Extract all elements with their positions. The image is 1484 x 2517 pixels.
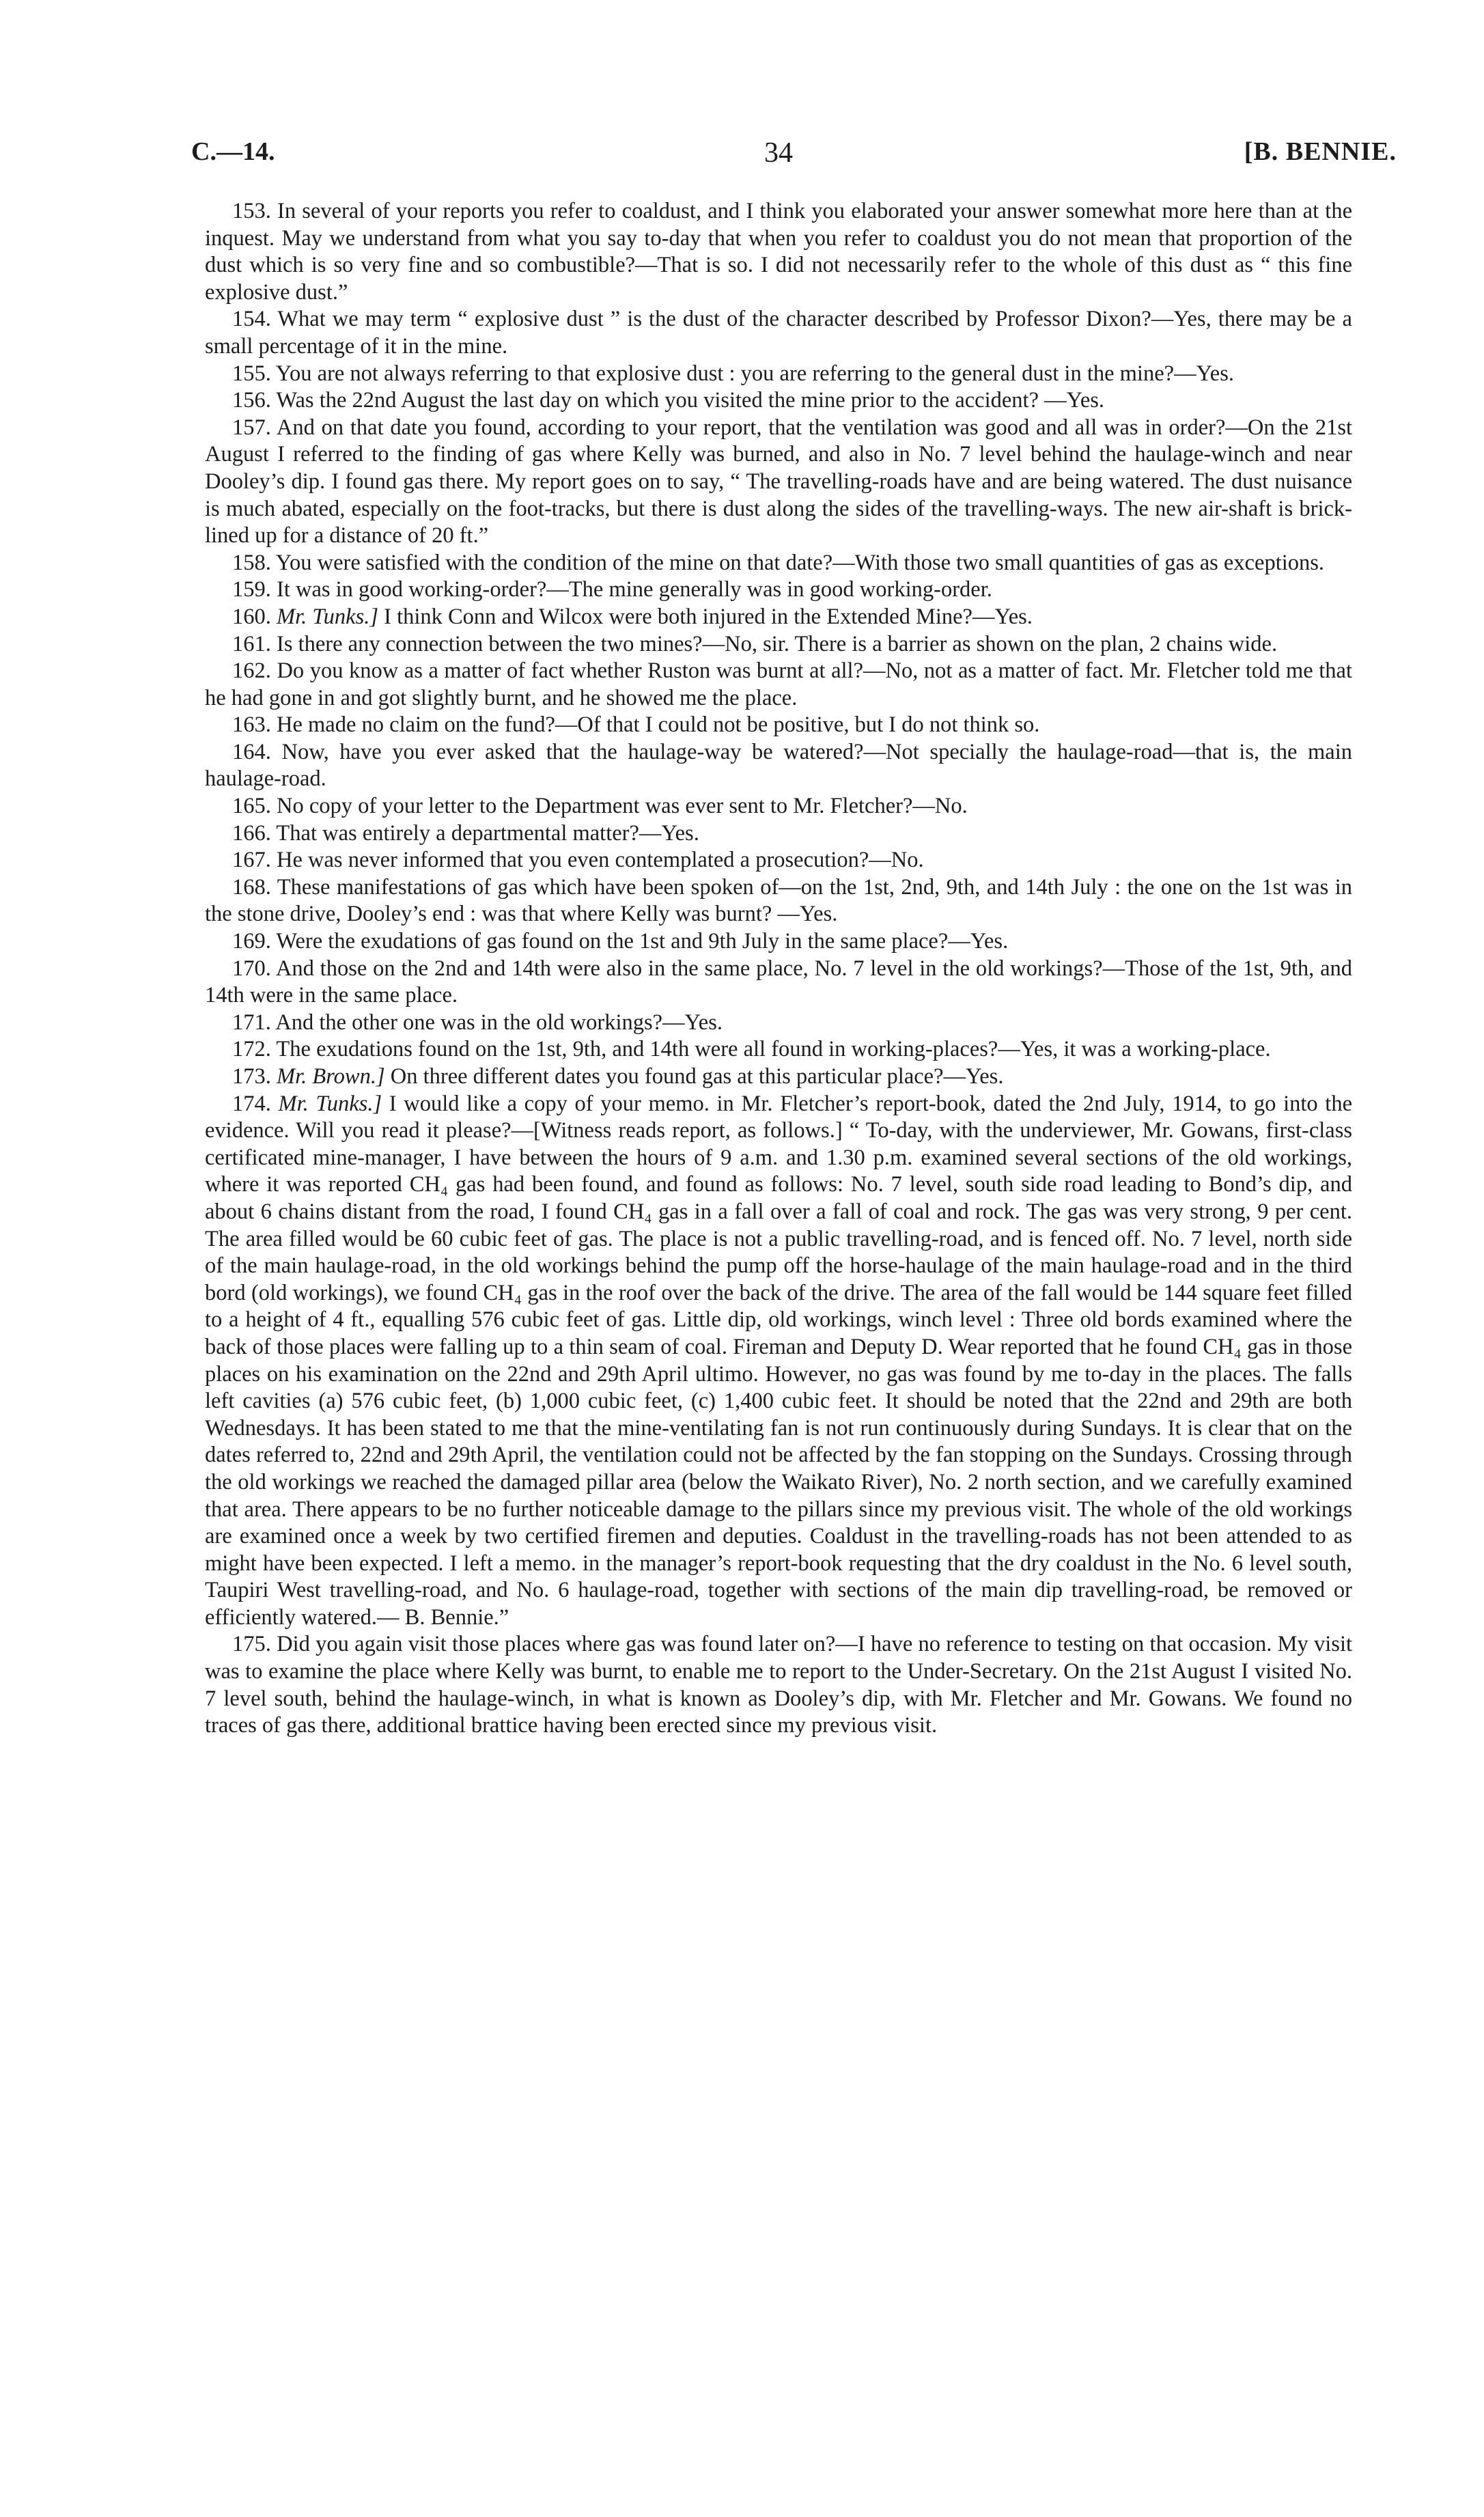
question-paragraph [205, 739, 1352, 793]
question-paragraph [205, 820, 1352, 848]
question-paragraph [205, 1010, 1352, 1037]
question-text: And the other one was in the old workings?—Yes. [275, 1010, 723, 1035]
question-paragraph [205, 604, 1352, 631]
question-number: 156. [232, 388, 271, 413]
question-number: 158. [232, 550, 271, 575]
question-number: 168. [232, 874, 271, 900]
question-number: 173. [232, 1064, 271, 1089]
question-number: 157. [232, 415, 271, 440]
question-text: Do you know as a matter of fact whether Ruston was burnt at all?—No, not as a matter of fact. Mr. Fletcher told me that he had gone in and got slightly burnt, and he showed me the place. [205, 658, 1352, 710]
question-text: Now, have you ever asked that the haulage-way be watered?—Not specially the haulage-road—that is, the main haulage-road. [205, 739, 1353, 792]
question-text: He made no claim on the fund?—Of that I could not be positive, but I do not think so. [277, 712, 1040, 738]
speaker-prefix: Mr. Tunks.] [278, 1091, 382, 1116]
question-text: What we may term “ explosive dust ” is the dust of the character described by Professor Dixon?—Yes, there may be a small percentage of it in the mine. [205, 307, 1352, 359]
question-text: No copy of your letter to the Department was ever sent to Mr. Fletcher?—No. [277, 794, 968, 819]
question-paragraph [205, 198, 1352, 306]
question-number: 169. [232, 929, 271, 954]
question-text: He was never informed that you even contemplated a prosecution?—No. [277, 848, 924, 873]
question-number: 164. [232, 739, 271, 764]
question-paragraph [205, 1631, 1352, 1739]
question-paragraph [205, 658, 1352, 712]
question-text: Were the exudations of gas found on the 1st and 9th July in the same place?—Yes. [276, 929, 1009, 954]
question-number: 171. [232, 1010, 271, 1035]
witness-name: [B. BENNIE. [1244, 137, 1397, 166]
question-paragraph [205, 712, 1352, 739]
question-paragraph [205, 1036, 1352, 1063]
question-number: 162. [232, 658, 271, 684]
question-number: 159. [232, 577, 271, 602]
page-header [191, 137, 1397, 178]
question-text: Was the 22nd August the last day on which you visited the mine prior to the accident? —Yes. [276, 388, 1105, 413]
question-paragraph [205, 306, 1352, 360]
question-text: I think Conn and Wilcox were both injured in the Extended Mine?—Yes. [384, 604, 1033, 629]
question-paragraph [205, 1063, 1352, 1091]
question-number: 163. [232, 712, 271, 738]
question-paragraph [205, 576, 1352, 604]
question-number: 172. [232, 1037, 271, 1062]
question-text: You were satisfied with the condition of the mine on that date?—With those two small quantities of gas as exceptions. [275, 550, 1325, 575]
document-body [205, 198, 1352, 1740]
question-paragraph [205, 550, 1352, 577]
question-text: These manifestations of gas which have been spoken of—on the 1st, 2nd, 9th, and 14th July : the one on the 1st was in the stone drive, Dooley’s end : was that where Kelly was burnt? —Yes. [205, 874, 1353, 927]
question-text: On three different dates you found gas at this particular place?—Yes. [390, 1064, 1004, 1089]
speaker-prefix: Mr. Tunks.] [277, 604, 378, 629]
question-number: 167. [232, 848, 271, 873]
question-paragraph [205, 956, 1352, 1010]
page-number: 34 [764, 137, 793, 169]
question-number: 160. [232, 604, 271, 629]
speaker-prefix: Mr. Brown.] [277, 1064, 385, 1089]
question-number: 170. [232, 956, 271, 981]
question-number: 154. [232, 307, 271, 332]
question-number: 153. [232, 199, 271, 223]
question-number: 166. [232, 820, 271, 846]
question-paragraph [205, 631, 1352, 658]
question-paragraph [205, 793, 1352, 820]
question-number: 175. [232, 1632, 271, 1657]
question-paragraph [205, 847, 1352, 874]
question-number: 161. [232, 631, 271, 656]
document-code: C.—14. [191, 137, 275, 166]
question-text: And on that date you found, according to your report, that the ventilation was good and all was in order?—On the 21st August I referred to the finding of gas where Kelly was burned, and also in No. 7 level behind the haulage-winch and near Dooley’s dip. I found gas there. My report goes on to say, “ The travelling-roads have and are being watered. The dust nuisance is much abated, especially on the foot-tracks, but there is dust along the sides of the travelling-ways. The new air-shaft is brick-lined up for a distance of 20 ft.” [205, 415, 1352, 548]
question-text: It was in good working-order?—The mine generally was in good working-order. [277, 577, 992, 602]
question-text: That was entirely a departmental matter?—Yes. [276, 820, 699, 846]
question-text: Is there any connection between the two mines?—No, sir. There is a barrier as shown on the plan, 2 chains wide. [277, 631, 1278, 656]
question-text: And those on the 2nd and 14th were also in the same place, No. 7 level in the old workings?—Those of the 1st, 9th, and 14th were in the same place. [205, 956, 1352, 1008]
question-number: 165. [232, 794, 271, 819]
question-paragraph [205, 1091, 1352, 1632]
question-paragraph [205, 387, 1352, 415]
question-text: I would like a copy of your memo. in Mr. Fletcher’s report-book, dated the 2nd July, 1914, to go into the evidence. Will you read it please?—[Witness reads report, as follows.] “ To-day, with the underviewer, Mr. Gowans, first-class certificated mine-manager, I have between the hours of 9 a.m. and 1.30 p.m. examined several sections of the old workings, where it was reported CH₄ gas had been found, and found as follows: No. 7 level, south side road leading to Bond’s dip, and about 6 chains distant from the road, I found CH₄ gas in a fall over a fall of coal and rock. The gas was very strong, 9 per cent. The area filled would be 60 cubic feet of gas. The place is not a public travelling-road, and is fenced off. No. 7 level, north side of the main haulage-road, in the old workings behind the pump off the horse-haulage of the main haulage-road and in the third bord (old workings), we found CH₄ gas in the roof over the back of the drive. The area of the fall would be 144 square feet filled to a height of 4 ft., equalling 576 cubic feet of gas. Little dip, old workings, winch level : Three old bords examined where the back of those places were falling up to a thin seam of coal. Fireman and Deputy D. Wear reported that he found CH₄ gas in those places on his examination on the 22nd and 29th April ultimo. However, no gas was found by me to-day in the places. The falls left cavities (a) 576 cubic feet, (b) 1,000 cubic feet, (c) 1,400 cubic feet. It should be noted that the 22nd and 29th are both Wednesdays. It has been stated to me that the mine-ventilating fan is not run continuously during Sundays. It is clear that on the dates referred to, 22nd and 29th April, the ventilation could not be affected by the fan stopping on the Sundays. Crossing through the old workings we reached the damaged pillar area (below the Waikato River), No. 2 north section, and we carefully examined that area. There appears to be no further noticeable damage to the pillars since my previous visit. The whole of the old workings are examined once a week by two certified firemen and deputies. Coaldust in the travelling-roads has not been attended to as might have been expected. I left a memo. in the manager’s report-book requesting that the dry coaldust in the No. 6 level south, Taupiri West travelling-road, and No. 6 haulage-road, together with sections of the main dip travelling-road, be removed or efficiently watered.— B. Bennie.” [205, 1091, 1352, 1630]
question-number: 155. [232, 361, 271, 386]
question-text: You are not always referring to that explosive dust : you are referring to the general dust in the mine?—Yes. [275, 361, 1234, 386]
question-number: 174. [232, 1091, 271, 1116]
question-paragraph [205, 361, 1352, 388]
question-paragraph [205, 928, 1352, 956]
document-page [191, 137, 1397, 1740]
question-text: The exudations found on the 1st, 9th, and 14th were all found in working-places?—Yes, it was a working-place. [276, 1037, 1271, 1062]
question-paragraph [205, 874, 1352, 928]
question-paragraph [205, 415, 1352, 550]
question-text: Did you again visit those places where gas was found later on?—I have no reference to testing on that occasion. My visit was to examine the place where Kelly was burnt, to enable me to report to the Under-Secretary. On the 21st August I visited No. 7 level south, behind the haulage-winch, in what is known as Dooley’s dip, with Mr. Fletcher and Mr. Gowans. We found no traces of gas there, additional brattice having been erected since my previous visit. [205, 1632, 1353, 1738]
question-text: In several of your reports you refer to coaldust, and I think you elaborated your answer somewhat more here than at the inquest. May we understand from what you say to-day that when you refer to coaldust you do not mean that proportion of the dust which is so very fine and so combustible?—That is so. I did not necessarily refer to the whole of this dust as “ this fine explosive dust.” [205, 199, 1353, 305]
